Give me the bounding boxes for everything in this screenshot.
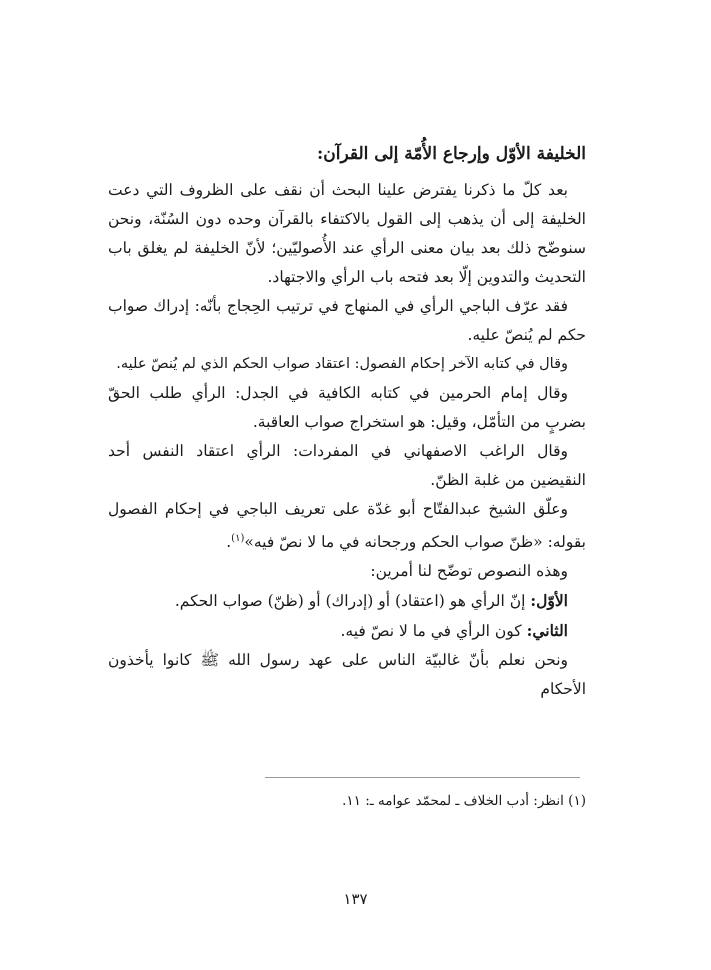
abu-ghudda-text: وعلّق الشيخ عبدالفتّاح أبو غدّة على تعريف الباجي في إحكام الفصول بقوله: «ظنّ صواب الحكم ورجحانه في ما لا نصّ فيه» — [108, 500, 586, 552]
second-point-text: كون الرأي في ما لا نصّ فيه. — [340, 622, 527, 641]
paragraph-baji-definition: فقد عرّف الباجي الرأي في المنهاج في ترتيب الحِجاج بأنّه: إدراك صواب حكم لم يُنصّ عليه. — [108, 297, 586, 344]
footnote-marker: (١) — [231, 533, 245, 544]
abu-ghudda-end: . — [226, 533, 232, 552]
paragraph-closing: ونحن نعلم بأنّ غالبيّة الناس على عهد رسول الله ﷺ كانوا يأخذون الأحكام — [108, 651, 586, 699]
paragraph-second-point — [108, 616, 586, 646]
second-point-label: الثاني: — [526, 621, 568, 641]
first-point-text: إنّ الرأي هو (اعتقاد) أو (إدراك) أو (ظنّ) صواب الحكم. — [174, 592, 531, 611]
body-text — [108, 176, 586, 704]
paragraph-abu-ghudda — [108, 495, 586, 557]
paragraph-first-point — [108, 586, 586, 616]
first-point-label: الأوّل: — [530, 591, 568, 611]
footnote: (١) انظر: أدب الخلاف ـ لمحمّد عوامه ـ: ١١. — [342, 793, 586, 809]
section-heading: الخليفة الأوّل وإرجاع الأُمّة إلى القرآن: — [317, 144, 586, 164]
paragraph-raghib: وقال الراغب الاصفهاني في المفردات: الرأي اعتقاد النفس أحد النقيضين من غلبة الظنّ. — [108, 442, 586, 489]
page-number: ١٣٧ — [343, 890, 368, 908]
footnote-divider — [265, 777, 580, 778]
paragraph-two-matters: وهذه النصوص توضّح لنا أمرين: — [370, 562, 568, 581]
paragraph-imam-haramayn: وقال إمام الحرمين في كتابه الكافية في الجدل: الرأي طلب الحقّ بضربٍ من التأمّل، وقيل: هو استخراج صواب العاقبة. — [108, 384, 586, 431]
paragraph-ihkam-fusul: وقال في كتابه الآخر إحكام الفصول: اعتقاد صواب الحكم الذي لم يُنصّ عليه. — [116, 356, 568, 372]
paragraph-intro: بعد كلّ ما ذكرنا يفترض علينا البحث أن نقف على الظروف التي دعت الخليفة إلى أن يذهب إلى القول بالاكتفاء بالقرآن وحده دون السُنّة، ونحن سنوضّح ذلك بعد بيان معنى الرأي عند الأُصوليّين؛ لأنّ الخليفة لم يغلق باب التحديث والتدوين إلّا بعد فتحه باب الرأي والاجتهاد. — [108, 181, 586, 286]
